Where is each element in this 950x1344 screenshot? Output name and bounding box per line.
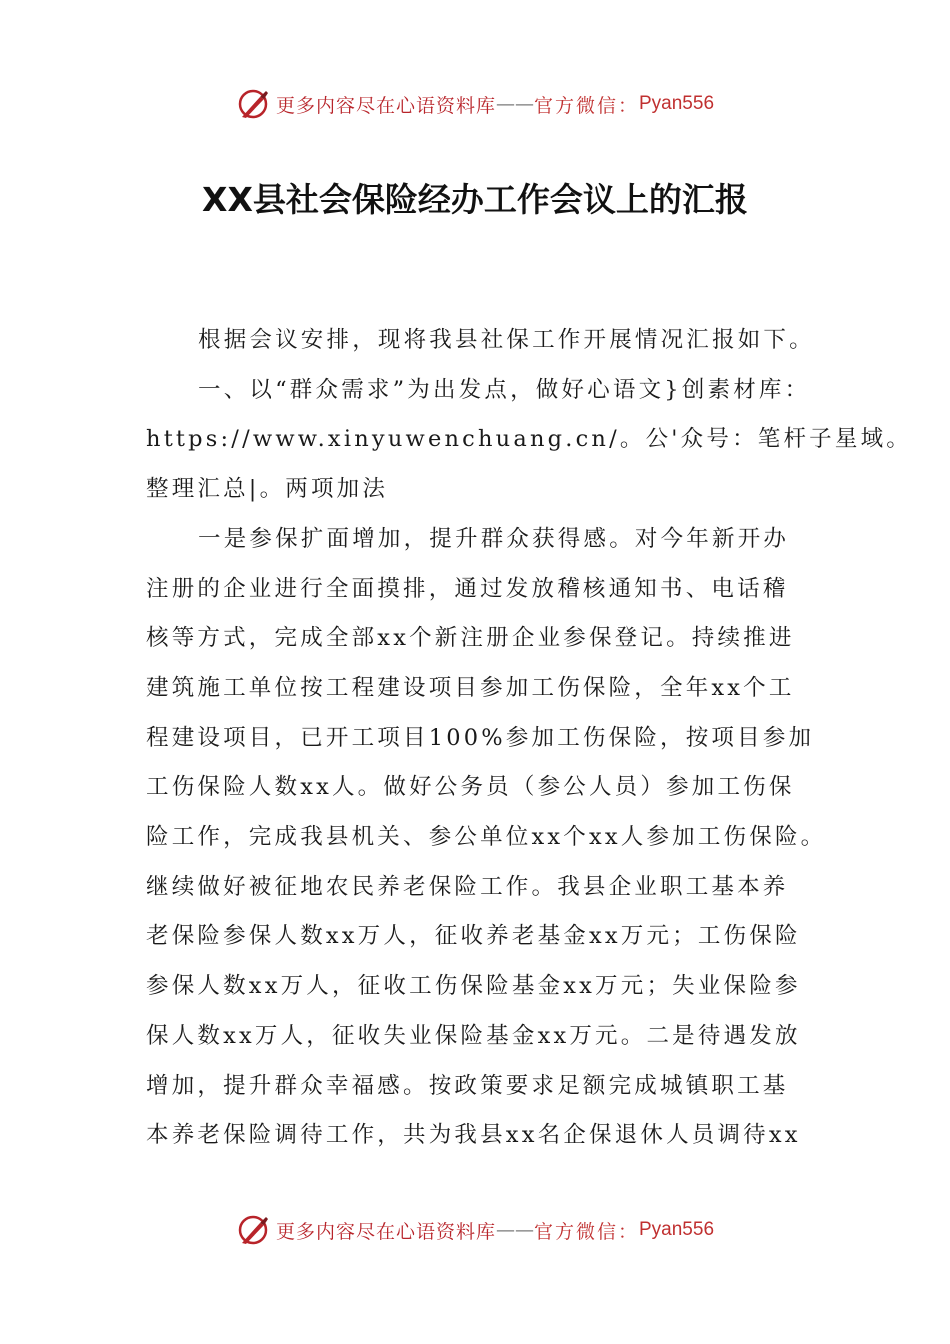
body-line: 工伤保险人数xx人。做好公务员（参公人员）参加工伤保: [146, 774, 795, 801]
document-body: [146, 316, 912, 1161]
body-line: 建筑施工单位按工程建设项目参加工伤保险，全年xx个工: [146, 674, 795, 701]
banner-text: 更多内容尽在心语资料库: [275, 94, 496, 117]
body-line: 老保险参保人数xx万人，征收养老基金xx万元；工伤保险: [146, 923, 801, 950]
body-line: 根据会议安排，现将我县社保工作开展情况汇报如下。: [198, 327, 815, 353]
body-line: 整理汇总|。两项加法: [146, 476, 389, 503]
wechat-label: 官方微信：: [533, 94, 639, 117]
wechat-id: Pyan556: [639, 1219, 715, 1240]
body-line: 增加，提升群众幸福感。按政策要求足额完成城镇职工基: [146, 1072, 789, 1099]
body-line: 程建设项目，已开工项目100%参加工伤保险，按项目参加: [146, 724, 815, 751]
body-line: 险工作，完成我县机关、参公单位xx个xx人参加工伤保险。: [146, 824, 827, 851]
body-line: 一、以“群众需求”为出发点，做好心语文}创素材库：: [198, 376, 811, 403]
body-line: 继续做好被征地农民养老保险工作。我县企业职工基本养: [146, 873, 789, 900]
banner-dash: ——: [495, 93, 534, 115]
pen-logo-icon: [236, 1213, 270, 1247]
document-title: XX县社会保险经办工作会议上的汇报: [202, 180, 748, 219]
body-line: 核等方式，完成全部xx个新注册企业参保登记。持续推进: [146, 625, 795, 652]
banner-text: 更多内容尽在心语资料库: [275, 1220, 496, 1243]
body-line: 一是参保扩面增加，提升群众获得感。对今年新开办: [198, 525, 790, 552]
body-line-url: https://www.xinyuwenchuang.cn/。公'众号：笔杆子星域。: [146, 426, 912, 453]
body-line: 本养老保险调待工作，共为我县xx名企保退休人员调待xx: [146, 1122, 801, 1149]
wechat-label: 官方微信：: [533, 1220, 639, 1243]
header-banner: [0, 84, 950, 124]
banner-dash: ——: [495, 1219, 534, 1241]
pen-logo-icon: [236, 87, 270, 121]
body-line: 参保人数xx万人，征收工伤保险基金xx万元；失业保险参: [146, 973, 801, 1000]
footer-banner: [0, 1210, 950, 1250]
body-line: 保人数xx万人，征收失业保险基金xx万元。二是待遇发放: [146, 1022, 801, 1049]
wechat-id: Pyan556: [639, 93, 715, 114]
body-line: 注册的企业进行全面摸排，通过发放稽核通知书、电话稽: [146, 575, 789, 602]
